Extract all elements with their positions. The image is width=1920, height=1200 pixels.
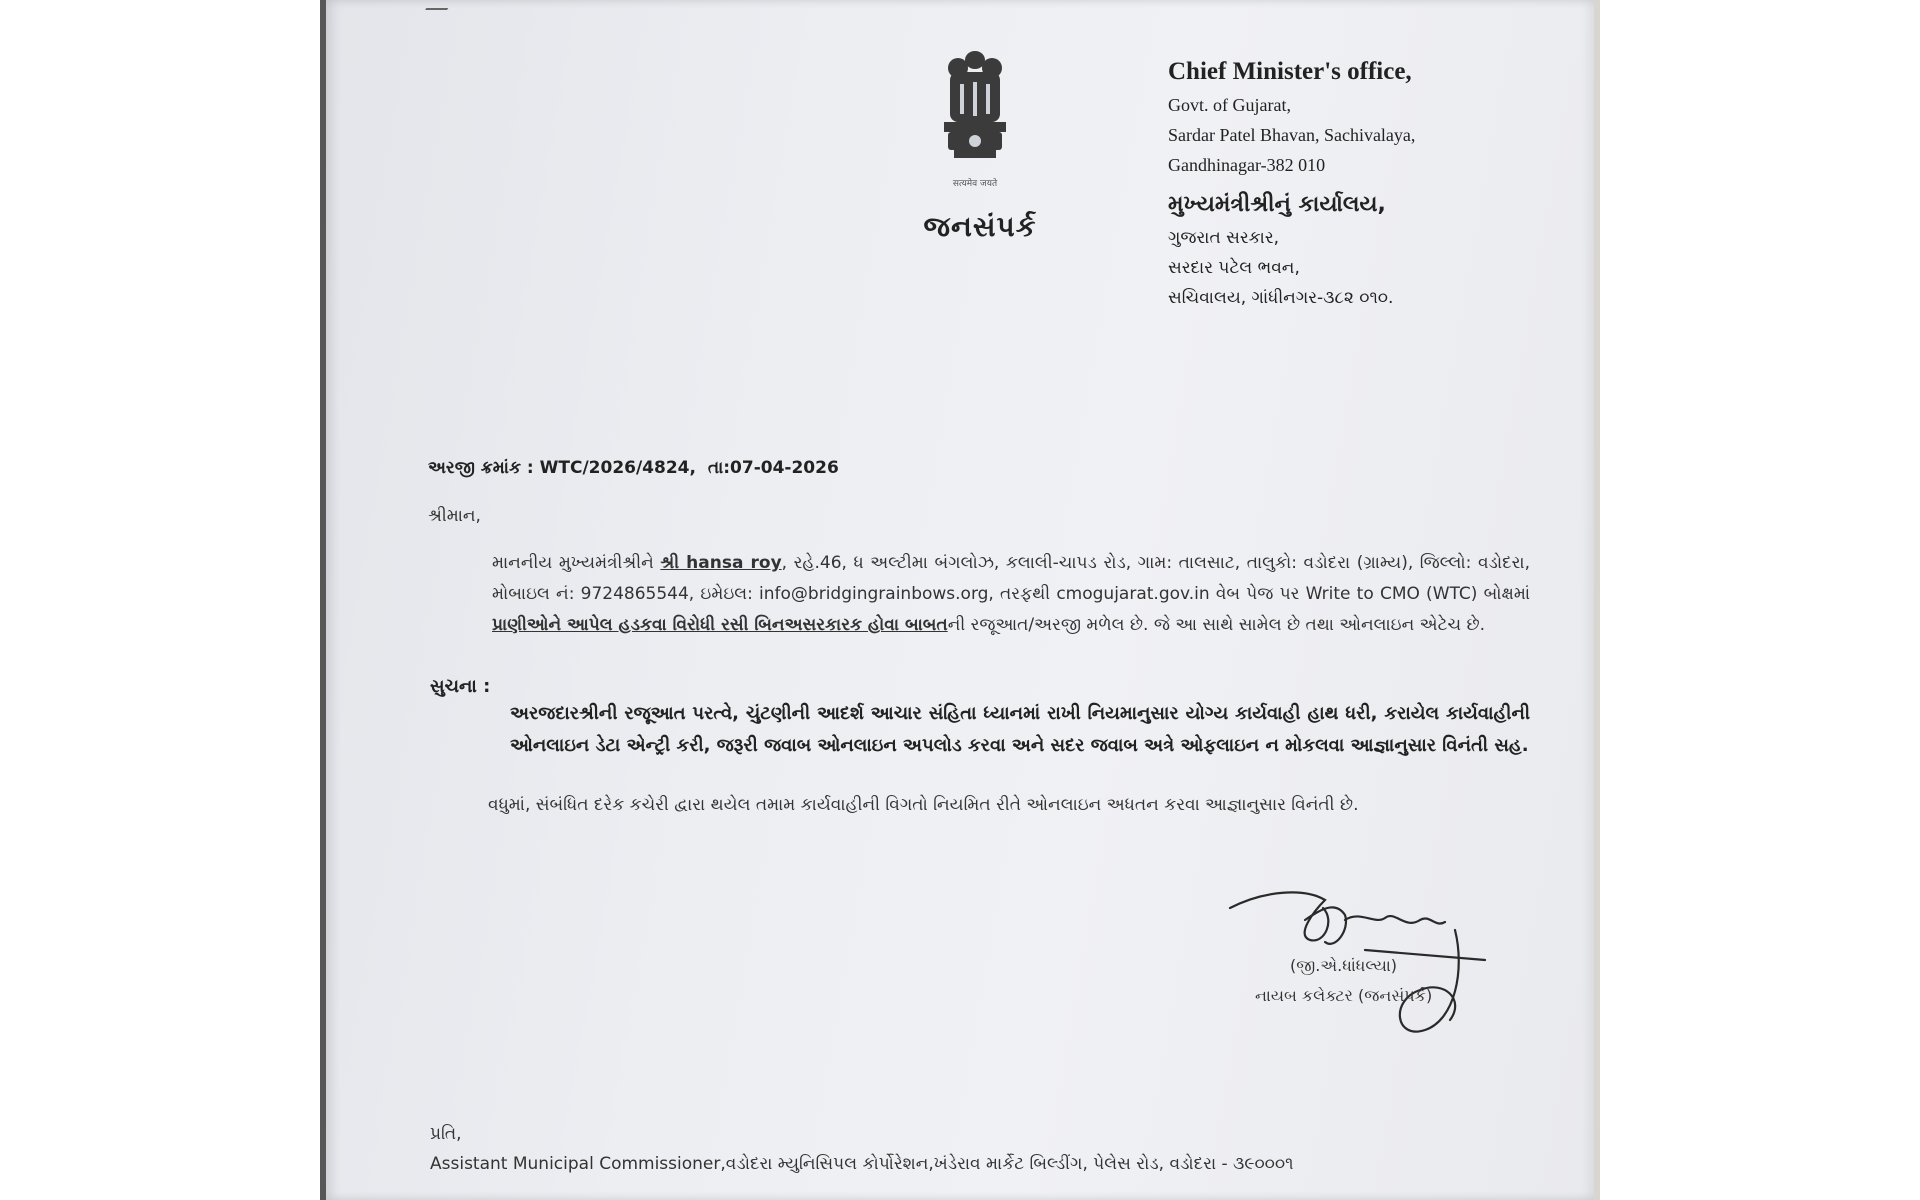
address-line-en: Gandhinagar-382 010 — [1168, 155, 1326, 175]
emblem-motto: सत्यमेव जयते — [952, 179, 998, 189]
salutation: શ્રીમાન, — [428, 506, 481, 526]
notice-heading: સુચના : — [430, 676, 491, 697]
recipient-address: Assistant Municipal Commissioner,વડોદરા મ્યુનિસિપલ કોર્પોરેશન,ખંડેરાવ માર્કેટ બિલ્ડીંગ, પેલેસ રોડ, વડોદરા - ૩૯૦૦૦૧ — [430, 1154, 1294, 1174]
signatory-designation: નાયબ કલેક્ટર (જનસંપર્ક) — [1255, 986, 1433, 1005]
signatory-name: (જી.એ.ધાંધલ્યા) — [1290, 956, 1397, 975]
reference-label: અરજી ક્રમાંક : — [428, 458, 534, 478]
notice-paragraph — [430, 698, 1530, 762]
office-title-gu: મુખ્યમંત્રીશ્રીનું કાર્યાલય, — [1168, 192, 1386, 217]
to-label: પ્રતિ, — [430, 1124, 462, 1144]
subject: પ્રાણીઓને આપેલ હડકવા વિરોધી રસી બિનઅસરકારક હોવા બાબત — [492, 615, 948, 635]
reference-date: તા:07-04-2026 — [707, 458, 839, 478]
department-title: જનસંપર્ક — [923, 210, 1037, 243]
ashoka-emblem-icon — [930, 46, 1020, 186]
address-line-gu: ગુજરાત સરકાર, — [1168, 228, 1280, 248]
office-title-en: Chief Minister's office, — [1168, 58, 1412, 85]
reference-number: WTC/2026/4824, — [539, 458, 696, 478]
notice-text: અરજદારશ્રીની રજૂઆત પરત્વે, ચુંટણીની આદર્શ આચાર સંહિતા ધ્યાનમાં રાખી નિયમાનુસાર યોગ્ય કાર્યવાહી હાથ ધરી, કરાયેલ કાર્યવાહીની ઓનલાઇન ડેટા એન્ટ્રી કરી, જરૂરી જવાબ ઓનલાઇન અપલોડ કરવા અને સદર જવાબ અત્રે ઓફલાઇન ન મોકલવા આજ્ઞાનુસાર વિનંતી સહ. — [510, 703, 1530, 756]
body-text: માનનીય મુખ્યમંત્રીશ્રીને — [492, 553, 661, 573]
address-line-gu: સચિવાલય, ગાંધીનગર-૩૮૨ ૦૧૦. — [1168, 288, 1394, 308]
address-line-en: Sardar Patel Bhavan, Sachivalaya, — [1168, 125, 1416, 145]
scan-right-edge — [1594, 0, 1600, 1200]
body-text: ની રજૂઆત/અરજી મળેલ છે. જે આ સાથે સામેલ છે તથા ઓનલાઇન એટેચ છે. — [947, 615, 1486, 635]
body-paragraph — [430, 548, 1530, 641]
body-text: , રહે.46, ધ અલ્ટીમા બંગલોઝ, કલાલી-ચાપડ રોડ, ગામ: તાલસાટ, તાલુકો: વડોદરા (ગ્રામ્ય), જિલ્લો: વડોદરા, મોબાઇલ નં: 9724865544, ઇમેઇલ: info@bridgingrainbows.org, તરફથી cmogujarat.gov.in વેબ પેજ પર Write to CMO (WTC) બોક્ષમાં — [492, 553, 1530, 604]
reference-line — [428, 458, 839, 478]
gujarati-address — [1168, 192, 1393, 313]
applicant-name: શ્રી hansa roy — [660, 553, 782, 573]
followup-paragraph: વધુમાં, સંબંધિત દરેક કચેરી દ્વારા થયેલ તમામ કાર્યવાહીની વિગતો નિયમિત રીતે ઓનલાઇન અધતન કરવા આજ્ઞાનુસાર વિનંતી છે. — [488, 795, 1359, 815]
address-line-gu: સરદાર પટેલ ભવન, — [1168, 258, 1300, 278]
english-address — [1168, 58, 1415, 180]
address-line-en: Govt. of Gujarat, — [1168, 95, 1291, 115]
